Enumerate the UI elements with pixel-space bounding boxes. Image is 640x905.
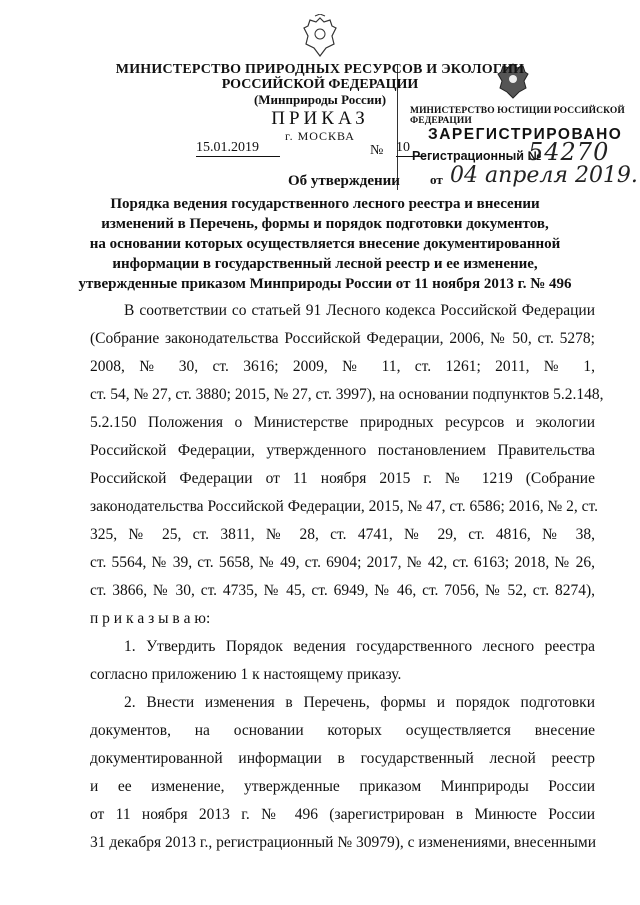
document-number-label: № — [370, 143, 384, 158]
item-1-line: 1. Утвердить Порядок ведения государственного лесного реестра — [124, 638, 595, 655]
ministry-name-line1: МИНИСТЕРСТВО ПРИРОДНЫХ РЕСУРСОВ И ЭКОЛОГИИ — [115, 62, 525, 77]
body-line: В соответствии со статьей 91 Лесного кодекса Российской Федерации — [124, 302, 595, 319]
body-line: Российской Федерации, утвержденного постановлением Правительства — [90, 442, 595, 459]
document-type: ПРИКАЗ — [271, 108, 369, 129]
body-line: ст. 5564, № 39, ст. 5658, № 49, ст. 6904; 2017, № 42, ст. 6163; 2018, № 26, — [90, 554, 595, 571]
order-title-line: Порядка ведения государственного лесного реестра и внесении — [110, 196, 540, 212]
body-line: 2008, № 30, ст. 3616; 2009, № 11, ст. 1261; 2011, № 1, — [90, 358, 595, 375]
item-2-line: документированной информации в государственный лесной реестр — [90, 750, 595, 767]
ministry-name-line2: РОССИЙСКОЙ ФЕДЕРАЦИИ — [221, 77, 419, 92]
coat-of-arms-icon — [302, 14, 338, 58]
stamp-registered: ЗАРЕГИСТРИРОВАНО — [428, 126, 623, 143]
stamp-date-label: от — [430, 172, 443, 187]
body-line: Российской Федерации от 11 ноября 2015 г. № 1219 (Собрание — [90, 470, 595, 487]
item-2-line: и ее изменение, утвержденные приказом Минприроды России — [90, 778, 595, 795]
stamp-ministry-justice: МИНИСТЕРСТВО ЮСТИЦИИ РОССИЙСКОЙ ФЕДЕРАЦИИ — [410, 106, 625, 126]
body-line-prikazyvayu: п р и к а з ы в а ю: — [90, 610, 211, 627]
body-line: 325, № 25, ст. 3811, № 28, ст. 4741, № 29, ст. 4816, № 38, — [90, 526, 595, 543]
document-city: г. МОСКВА — [285, 129, 355, 143]
document-date: 15.01.2019 — [196, 140, 280, 157]
order-title-line: утвержденные приказом Минприроды России от 11 ноября 2013 г. № 496 — [78, 276, 572, 292]
item-1-line: согласно приложению 1 к настоящему приказу. — [90, 666, 402, 683]
body-line: 5.2.150 Положения о Министерстве природных ресурсов и экологии — [90, 414, 595, 431]
stamp-reg-date: 04 апреля 2019. — [450, 163, 638, 188]
body-line: ст. 3866, № 30, ст. 4735, № 45, ст. 6949, № 46, ст. 7056, № 52, ст. 8274), — [90, 582, 595, 599]
item-2-line: документов, на основании которых осуществляется внесение — [90, 722, 595, 739]
order-title-line: изменений в Перечень, формы и порядок подготовки документов, — [101, 216, 549, 232]
ministry-short-name: (Минприроды России) — [253, 92, 387, 107]
order-subject: Об утверждении — [288, 173, 400, 189]
stamp-reg-label: Регистрационный № — [412, 149, 542, 163]
stamp-reg-number: 54270 — [528, 138, 610, 166]
item-2-line: 2. Внести изменения в Перечень, формы и порядок подготовки — [124, 694, 595, 711]
item-2-line: 31 декабря 2013 г., регистрационный № 30979), с изменениями, внесенными — [90, 834, 596, 851]
body-line: законодательства Российской Федерации, 2015, № 47, ст. 6586; 2016, № 2, ст. — [90, 498, 599, 515]
body-line: (Собрание законодательства Российской Федерации, 2006, № 50, ст. 5278; — [90, 330, 595, 347]
order-title-line: на основании которых осуществляется внесение документированной — [89, 236, 561, 252]
order-title-line: информации в государственный лесной реестр и ее изменение, — [112, 256, 538, 272]
document-number: 10 — [396, 140, 426, 157]
body-line: ст. 54, № 27, ст. 3880; 2015, № 27, ст. 3997), на основании подпунктов 5.2.148, — [90, 386, 604, 403]
item-2-line: от 11 ноября 2013 г. № 496 (зарегистрирован в Минюсте России — [90, 806, 595, 823]
